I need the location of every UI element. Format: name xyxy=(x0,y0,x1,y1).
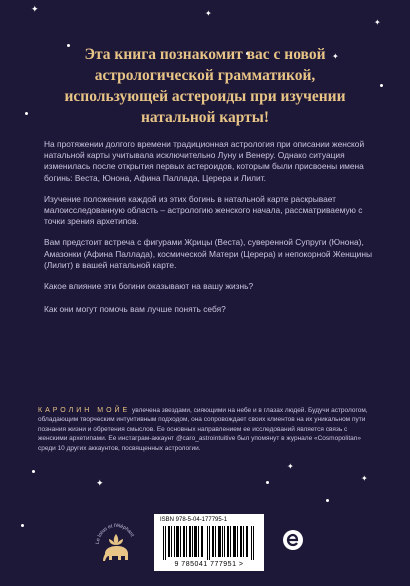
headline-line: натальной карты! xyxy=(140,109,270,126)
isbn-label: ISBN 978-5-04-177795-1 xyxy=(160,517,228,523)
logo-text: Le lotus et l'éléphant xyxy=(95,522,136,545)
elephant-lotus-logo xyxy=(95,518,137,570)
star-icon: ✦ xyxy=(361,474,368,483)
question: Какое влияние эти богини оказывают на вашу жизнь? xyxy=(44,281,254,292)
star-icon: ✦ xyxy=(287,462,294,471)
star-icon: ✦ xyxy=(205,9,212,18)
star-dot xyxy=(266,481,269,484)
headline-line: использующей астероиды при изучении xyxy=(64,88,346,105)
author-name: КАРОЛИН МОЙЕ xyxy=(38,407,131,414)
paragraph: Изучение положения каждой из этих богинь в натальной карте раскрывает малоисследованную область – астрологию женского начала, рассматриваемую с точки зрения архетипов. xyxy=(44,193,363,227)
star-dot xyxy=(380,84,383,87)
star-dot xyxy=(32,470,35,473)
barcode-bars xyxy=(163,526,255,560)
publisher-logo-icon xyxy=(282,529,304,551)
headline xyxy=(30,44,380,128)
star-icon: ✦ xyxy=(332,52,339,61)
star-icon: ✦ xyxy=(374,18,381,27)
barcode-number: 9 785041 777951 > xyxy=(174,561,244,568)
star-dot xyxy=(21,524,24,527)
question: Как они могут помочь вам лучше понять себя? xyxy=(44,304,226,315)
star-icon: ✦ xyxy=(31,4,39,14)
author-bio-text: увлечена звездами, сияющими на небе и в глазах людей. Будучи астрологом, обладающим творческим интуитивным подходом, она сопровождает своих клиентов на их уникальном пути познания жизни и обретения смыслов. Ее основных направлением ее исследований является связь с женскими архетипами. Ее инстаграм-аккаунт @caro_astrointuitive был упомянут в журнале «Cosmopolitan» среди 10 других аккаунтов, посвященных астрологии. xyxy=(38,407,368,452)
star-dot xyxy=(326,499,329,502)
headline-line: Эта книга познакомит вас с новой xyxy=(84,46,326,63)
description xyxy=(44,139,372,327)
star-dot xyxy=(25,112,28,115)
paragraph: Вам предстоит встреча с фигурами Жрицы (Веста), суверенной Супруги (Юнона), Амазонки (Афина Паллада), космической Матери (Церера) и непокорной Женщины (Лилит) в вашей натальной карте. xyxy=(44,237,372,270)
author-bio xyxy=(38,406,378,453)
star-icon: ✦ xyxy=(96,478,104,488)
barcode xyxy=(154,514,264,571)
paragraph: На протяжении долгого времени традиционная астрология при описании женской натальной карты учитывала исключительно Луну и Венеру. Однако ситуация изменилась после открытия первых астероидов, которым были присвоены имена богинь: Веста, Юнона, Афина Паллада, Церера и Лилит. xyxy=(44,139,365,183)
headline-line: астрологической грамматикой, xyxy=(94,67,316,84)
